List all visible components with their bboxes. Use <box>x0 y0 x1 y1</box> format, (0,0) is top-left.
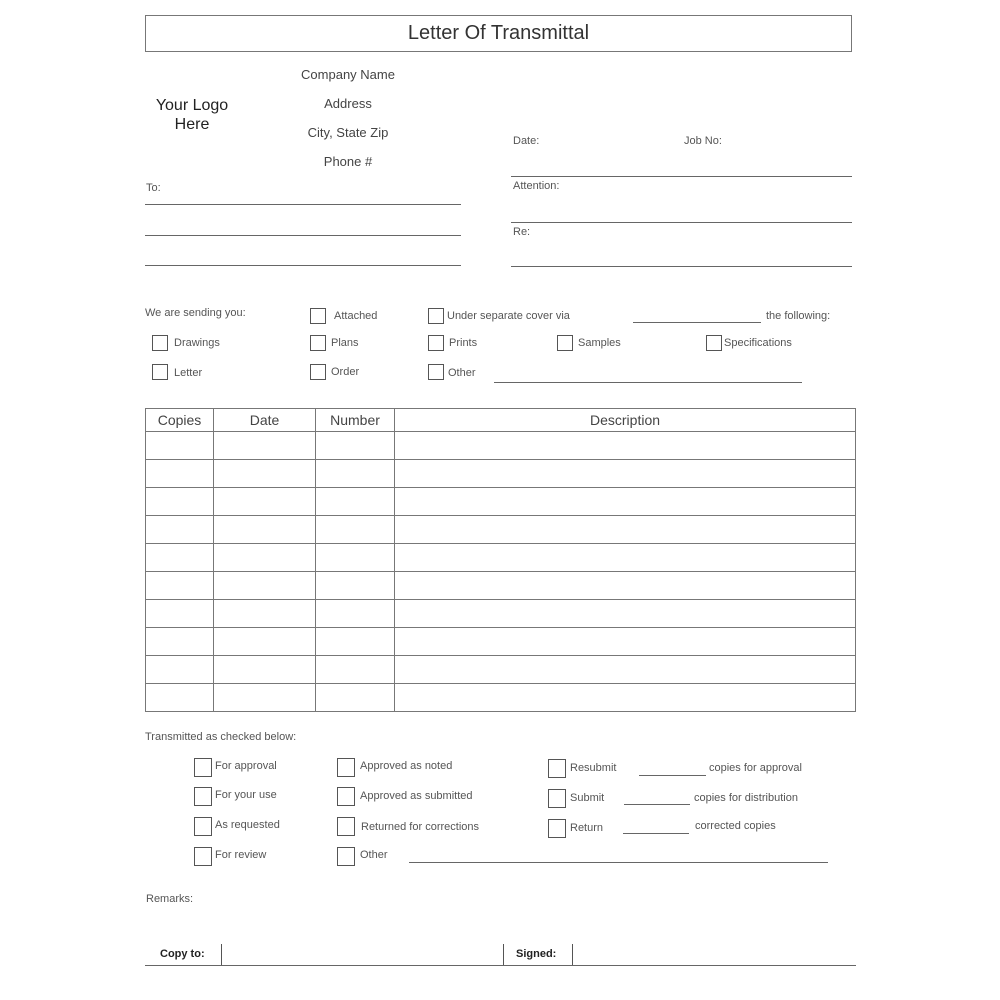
order-label: Order <box>331 366 360 378</box>
copies-for-approval-label: copies for approval <box>709 762 802 774</box>
description-cell[interactable] <box>395 544 856 572</box>
letter-label: Letter <box>174 367 203 379</box>
number-cell[interactable] <box>316 600 395 628</box>
number-cell[interactable] <box>316 684 395 712</box>
samples-label: Samples <box>578 337 621 349</box>
as-requested-label: As requested <box>215 819 280 831</box>
signed-divider-right <box>572 944 573 965</box>
remarks-area[interactable] <box>145 910 856 940</box>
description-cell[interactable] <box>395 488 856 516</box>
drawings-checkbox[interactable] <box>152 335 168 351</box>
specifications-checkbox[interactable] <box>706 335 722 351</box>
to-line-2[interactable] <box>145 235 461 236</box>
submit-checkbox[interactable] <box>548 789 566 808</box>
attached-checkbox[interactable] <box>310 308 326 324</box>
other-transmitted-line[interactable] <box>409 862 828 863</box>
re-line[interactable] <box>511 266 852 267</box>
number-header: Number <box>316 409 395 432</box>
the-following-label: the following: <box>766 310 831 322</box>
other-label: Other <box>448 367 476 379</box>
returned-for-corrections-label: Returned for corrections <box>361 821 479 833</box>
attached-label: Attached <box>334 310 378 322</box>
prints-checkbox[interactable] <box>428 335 444 351</box>
for-your-use-label: For your use <box>215 789 277 801</box>
company-phone: Phone # <box>323 154 373 169</box>
date-cell[interactable] <box>214 656 316 684</box>
submit-copies-line[interactable] <box>624 804 690 805</box>
page-title: Letter Of Transmittal <box>145 15 852 52</box>
re-label: Re: <box>513 226 531 238</box>
footer-line <box>145 965 856 966</box>
table-header-row <box>146 409 856 432</box>
table-row <box>146 460 856 488</box>
copies-cell[interactable] <box>146 572 214 600</box>
company-name: Company Name <box>301 67 395 82</box>
resubmit-checkbox[interactable] <box>548 759 566 778</box>
return-checkbox[interactable] <box>548 819 566 838</box>
signed-label: Signed: <box>516 948 557 960</box>
date-cell[interactable] <box>214 432 316 460</box>
approved-as-noted-label: Approved as noted <box>360 760 453 772</box>
description-cell[interactable] <box>395 516 856 544</box>
to-line-1[interactable] <box>145 204 461 205</box>
corrected-copies-label: corrected copies <box>695 820 776 832</box>
return-label: Return <box>570 822 604 834</box>
date-cell[interactable] <box>214 460 316 488</box>
approved-as-noted-checkbox[interactable] <box>337 758 355 777</box>
table-row <box>146 684 856 712</box>
copies-cell[interactable] <box>146 460 214 488</box>
to-label: To: <box>146 182 161 194</box>
resubmit-label: Resubmit <box>570 762 617 774</box>
copies-cell[interactable] <box>146 684 214 712</box>
table-row <box>146 544 856 572</box>
specifications-label: Specifications <box>724 337 792 349</box>
plans-label: Plans <box>331 337 359 349</box>
number-cell[interactable] <box>316 656 395 684</box>
description-cell[interactable] <box>395 628 856 656</box>
description-cell[interactable] <box>395 460 856 488</box>
other-transmitted-checkbox[interactable] <box>337 847 355 866</box>
copies-cell[interactable] <box>146 600 214 628</box>
copies-for-distribution-label: copies for distribution <box>694 792 798 804</box>
logo-placeholder <box>140 96 244 134</box>
number-cell[interactable] <box>316 432 395 460</box>
signed-divider-left <box>503 944 504 965</box>
approved-as-submitted-checkbox[interactable] <box>337 787 355 806</box>
copy-to-field[interactable] <box>223 944 501 964</box>
description-cell[interactable] <box>395 600 856 628</box>
as-requested-checkbox[interactable] <box>194 817 212 836</box>
drawings-label: Drawings <box>174 337 220 349</box>
for-your-use-checkbox[interactable] <box>194 787 212 806</box>
for-review-checkbox[interactable] <box>194 847 212 866</box>
letter-checkbox[interactable] <box>152 364 168 380</box>
table-row <box>146 600 856 628</box>
number-cell[interactable] <box>316 544 395 572</box>
table-row <box>146 516 856 544</box>
date-cell[interactable] <box>214 600 316 628</box>
copies-cell[interactable] <box>146 544 214 572</box>
sending-label: We are sending you: <box>145 307 246 319</box>
transmitted-label: Transmitted as checked below: <box>145 731 297 743</box>
copies-cell[interactable] <box>146 488 214 516</box>
for-approval-label: For approval <box>215 760 277 772</box>
attention-line[interactable] <box>511 222 852 223</box>
approved-as-submitted-label: Approved as submitted <box>360 790 473 802</box>
under-separate-cover-label: Under separate cover via <box>447 310 570 322</box>
date-label: Date: <box>513 135 540 147</box>
date-job-line[interactable] <box>511 176 852 177</box>
items-table-body <box>146 432 856 712</box>
description-cell[interactable] <box>395 684 856 712</box>
prints-label: Prints <box>449 337 478 349</box>
copy-to-divider <box>221 944 222 965</box>
separate-cover-via-line[interactable] <box>633 322 761 323</box>
description-cell[interactable] <box>395 572 856 600</box>
for-approval-checkbox[interactable] <box>194 758 212 777</box>
company-address: Address <box>324 96 372 111</box>
table-row <box>146 572 856 600</box>
copies-cell[interactable] <box>146 432 214 460</box>
description-header: Description <box>395 409 856 432</box>
submit-label: Submit <box>570 792 605 804</box>
date-header: Date <box>214 409 316 432</box>
return-copies-line[interactable] <box>623 833 689 834</box>
for-review-label: For review <box>215 849 267 861</box>
other-line[interactable] <box>494 382 802 383</box>
description-cell[interactable] <box>395 432 856 460</box>
number-cell[interactable] <box>316 628 395 656</box>
description-cell[interactable] <box>395 656 856 684</box>
date-cell[interactable] <box>214 628 316 656</box>
copy-to-label: Copy to: <box>160 948 205 960</box>
table-row <box>146 432 856 460</box>
other-transmitted-label: Other <box>360 849 388 861</box>
to-line-3[interactable] <box>145 265 461 266</box>
attention-label: Attention: <box>513 180 560 192</box>
resubmit-copies-line[interactable] <box>639 775 706 776</box>
copies-cell[interactable] <box>146 628 214 656</box>
plans-checkbox[interactable] <box>310 335 326 351</box>
copies-cell[interactable] <box>146 516 214 544</box>
date-cell[interactable] <box>214 516 316 544</box>
remarks-label: Remarks: <box>146 893 194 905</box>
items-table <box>145 408 856 712</box>
signature-field[interactable] <box>574 944 854 964</box>
other-checkbox[interactable] <box>428 364 444 380</box>
number-cell[interactable] <box>316 516 395 544</box>
table-row <box>146 488 856 516</box>
table-row <box>146 628 856 656</box>
copies-header: Copies <box>146 409 214 432</box>
number-cell[interactable] <box>316 460 395 488</box>
table-row <box>146 656 856 684</box>
date-cell[interactable] <box>214 684 316 712</box>
logo-line-1: Your Logo <box>155 97 229 114</box>
order-checkbox[interactable] <box>310 364 326 380</box>
logo-line-2: Here <box>174 116 210 133</box>
under-separate-cover-checkbox[interactable] <box>428 308 444 324</box>
company-city-state-zip: City, State Zip <box>307 125 389 140</box>
copies-cell[interactable] <box>146 656 214 684</box>
date-cell[interactable] <box>214 488 316 516</box>
number-cell[interactable] <box>316 572 395 600</box>
returned-for-corrections-checkbox[interactable] <box>337 817 355 836</box>
samples-checkbox[interactable] <box>557 335 573 351</box>
number-cell[interactable] <box>316 488 395 516</box>
job-no-label: Job No: <box>684 135 722 147</box>
date-cell[interactable] <box>214 544 316 572</box>
date-cell[interactable] <box>214 572 316 600</box>
